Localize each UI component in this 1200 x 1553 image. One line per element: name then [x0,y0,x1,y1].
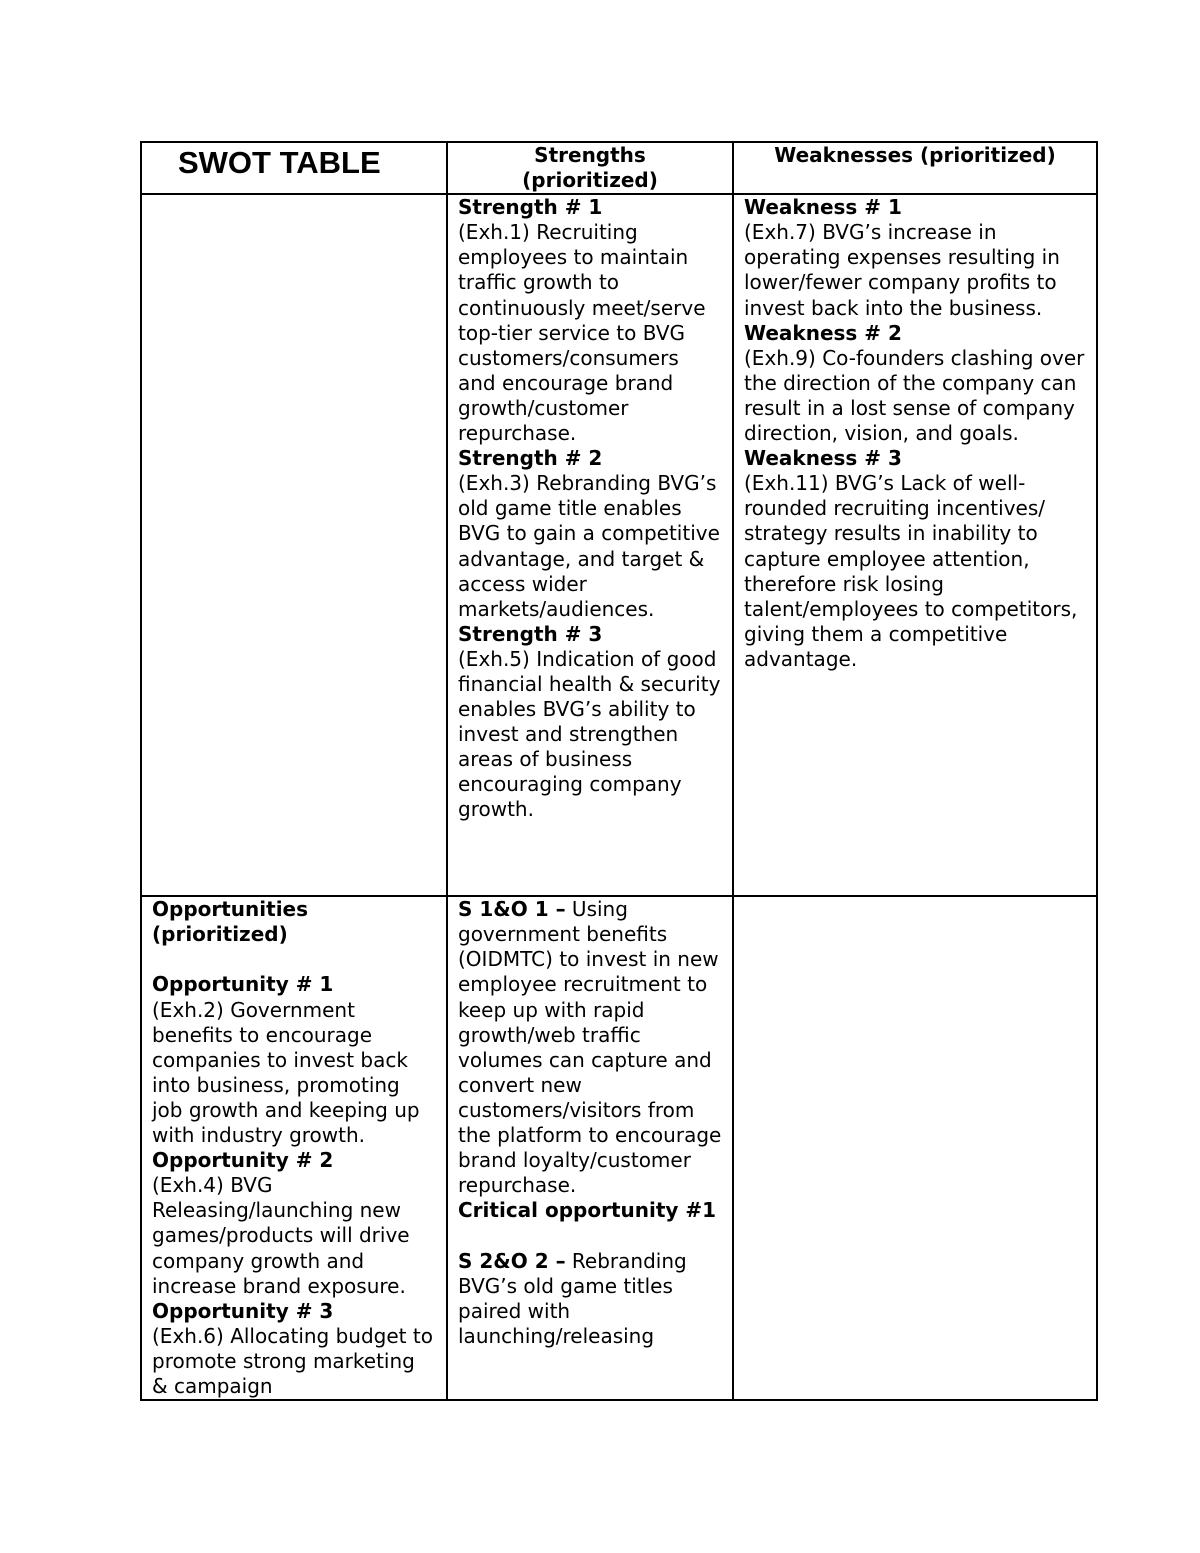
strengths-header-cell [447,142,733,194]
weakness-title: Weakness # 3 [744,446,902,471]
opportunities-header-line-2: (prioritized) [152,922,288,947]
so-strategy-text: Using government benefits (OIDMTC) to invest in new employee recruitment to keep up with rapid growth/web traffic volumes can capture and convert new customers/visitors from the platform to encourage brand loyalty/customer repurchase. [458,897,722,1198]
opportunity-title: Opportunity # 1 [152,972,334,997]
opportunities-row [141,896,1097,1400]
weakness-body: (Exh.9) Co-founders clashing over the direction of the company can result in a lost sense of company direction, vision, and goals. [744,345,1085,446]
opportunity-body: (Exh.6) Allocating budget to promote strong marketing & campaign [152,1323,433,1398]
weaknesses-cell [733,194,1097,896]
opportunities-header-line-1: Opportunities [152,897,309,922]
strength-body: (Exh.3) Rebranding BVG’s old game title enables BVG to gain a competitive advantage, and target & access wider markets/audiences. [458,471,720,621]
swot-table-title: SWOT TABLE [178,145,381,180]
weakness-body: (Exh.7) BVG’s increase in operating expenses resulting in lower/fewer company profits to invest back into the business. [744,220,1060,320]
so-strategy [458,897,722,1198]
blank-line [152,947,436,972]
swot-table [140,141,1098,1401]
strengths-header-line-2: (prioritized) [522,168,658,193]
strength-body: (Exh.5) Indication of good financial health & security enables BVG’s ability to invest and strengthen areas of business encouraging company growth. [458,646,721,822]
blank-line [458,1223,722,1248]
so-strategy-label: S 2&O 2 – [458,1248,566,1273]
title-cell [141,142,447,194]
so-strategy [458,1249,722,1349]
so-strategies-cell [447,896,733,1400]
table-header-row [141,142,1097,194]
opportunity-body: (Exh.2) Government benefits to encourage companies to invest back into business, promoting job growth and keeping up with industry growth. [152,997,420,1148]
so-strategy-text: Rebranding BVG’s old game titles paired with launching/releasing [458,1248,687,1348]
weaknesses-header: Weaknesses (prioritized) [774,143,1056,167]
opportunity-title: Opportunity # 2 [152,1148,334,1173]
weakness-title: Weakness # 2 [744,320,902,345]
opportunities-cell [141,896,447,1400]
empty-corner-cell [141,194,447,896]
strengths-header-line-1: Strengths [534,143,646,167]
strength-title: Strength # 1 [458,195,603,220]
strengths-weaknesses-row [141,194,1097,896]
weakness-title: Weakness # 1 [744,195,902,220]
so-strategy-label: S 1&O 1 – [458,897,566,922]
strength-title: Strength # 2 [458,446,603,471]
weakness-body: (Exh.11) BVG’s Lack of well-rounded recruiting incentives/ strategy results in inability to capture employee attention, therefore risk losing talent/employees to competitors, giving them a competitive advantage. [744,471,1078,671]
weaknesses-header-cell [733,142,1097,194]
strengths-cell [447,194,733,896]
strength-title: Strength # 3 [458,621,603,646]
strength-body: (Exh.1) Recruiting employees to maintain traffic growth to continuously meet/serve top-tier service to BVG customers/consumers and encourage brand growth/customer repurchase. [458,220,706,446]
opportunity-title: Opportunity # 3 [152,1298,334,1323]
opportunity-body: (Exh.4) BVG Releasing/launching new games/products will drive company growth and increase brand exposure. [152,1173,410,1298]
empty-wo-cell [733,896,1097,1400]
critical-opportunity-note: Critical opportunity #1 [458,1198,717,1223]
